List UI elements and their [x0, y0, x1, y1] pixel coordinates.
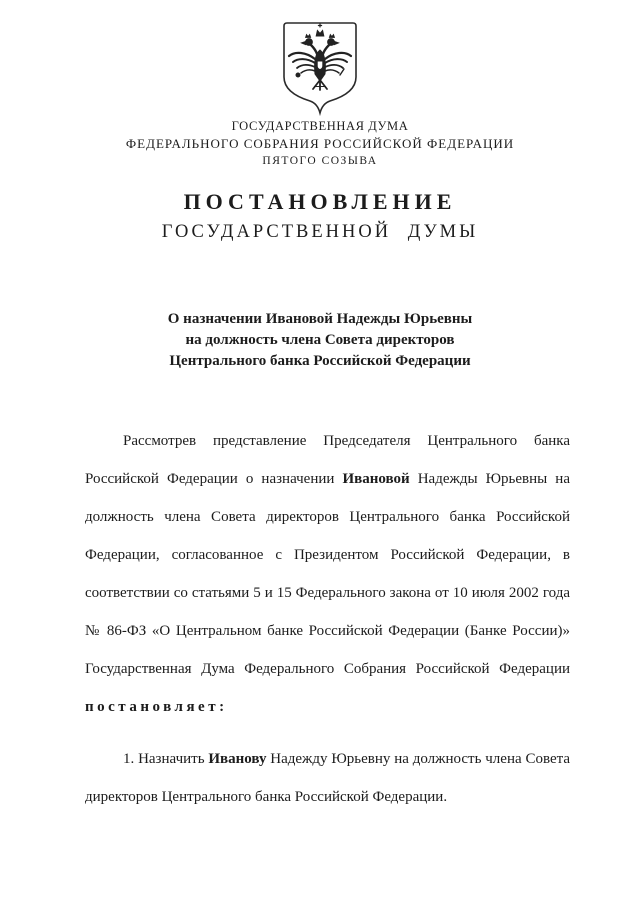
body-line [85, 650, 570, 688]
body-line [85, 612, 570, 650]
emphasized-name: постановляет: [85, 699, 228, 715]
convocation-line: ПЯТОГО СОЗЫВА [262, 155, 378, 167]
body-line [85, 536, 570, 574]
text-segment: Надежду Юрьевну на должность члена Совета [266, 751, 570, 767]
text-segment: должность члена Совета директоров Центрального банка Российской [85, 509, 570, 525]
institution-name-line2: ФЕДЕРАЛЬНОГО СОБРАНИЯ РОССИЙСКОЙ ФЕДЕРАЦИИ [125, 136, 515, 151]
body-line [85, 574, 570, 612]
text-segment: Рассмотрев представление Председателя Центрального банка [123, 433, 570, 449]
text-segment: 1. Назначить [123, 751, 209, 767]
emphasized-name: Ивановой [342, 471, 410, 487]
emblem-shield [280, 20, 360, 116]
document-issuer-heading: ГОСУДАРСТВЕННОЙ ДУМЫ [161, 222, 479, 242]
body-line [85, 498, 570, 536]
document-type-heading: ПОСТАНОВЛЕНИЕ [183, 189, 457, 214]
document-title-line2: на должность члена Совета директоров [185, 332, 455, 348]
body-line [85, 422, 570, 460]
document-title-line3: Центрального банка Российской Федерации [169, 353, 471, 369]
document-body [85, 422, 570, 816]
body-line [85, 460, 570, 498]
body-line [85, 740, 570, 778]
document-title [0, 309, 640, 372]
text-segment: соответствии со статьями 5 и 15 Федерального закона от 10 июля 2002 года [85, 585, 570, 601]
text-segment: Надежды Юрьевны на [409, 471, 570, 487]
russia-coat-of-arms-icon [280, 20, 360, 116]
institution-name-line1: ГОСУДАРСТВЕННАЯ ДУМА [231, 119, 409, 133]
text-segment: Государственная Дума Федерального Собрания Российской Федерации [85, 661, 570, 677]
document-title-line1: О назначении Ивановой Надежды Юрьевны [167, 311, 473, 327]
text-segment: Российской Федерации о назначении [85, 471, 343, 487]
body-line [85, 688, 570, 726]
emphasized-name: Иванову [208, 751, 267, 767]
text-segment: Федерации, согласованное с Президентом Российской Федерации, в [85, 547, 570, 563]
text-segment: директоров Центрального банка Российской Федерации. [85, 789, 448, 805]
text-segment: № 86-ФЗ «О Центральном банке Российской Федерации (Банке России)» [85, 623, 570, 639]
body-line [85, 778, 570, 816]
